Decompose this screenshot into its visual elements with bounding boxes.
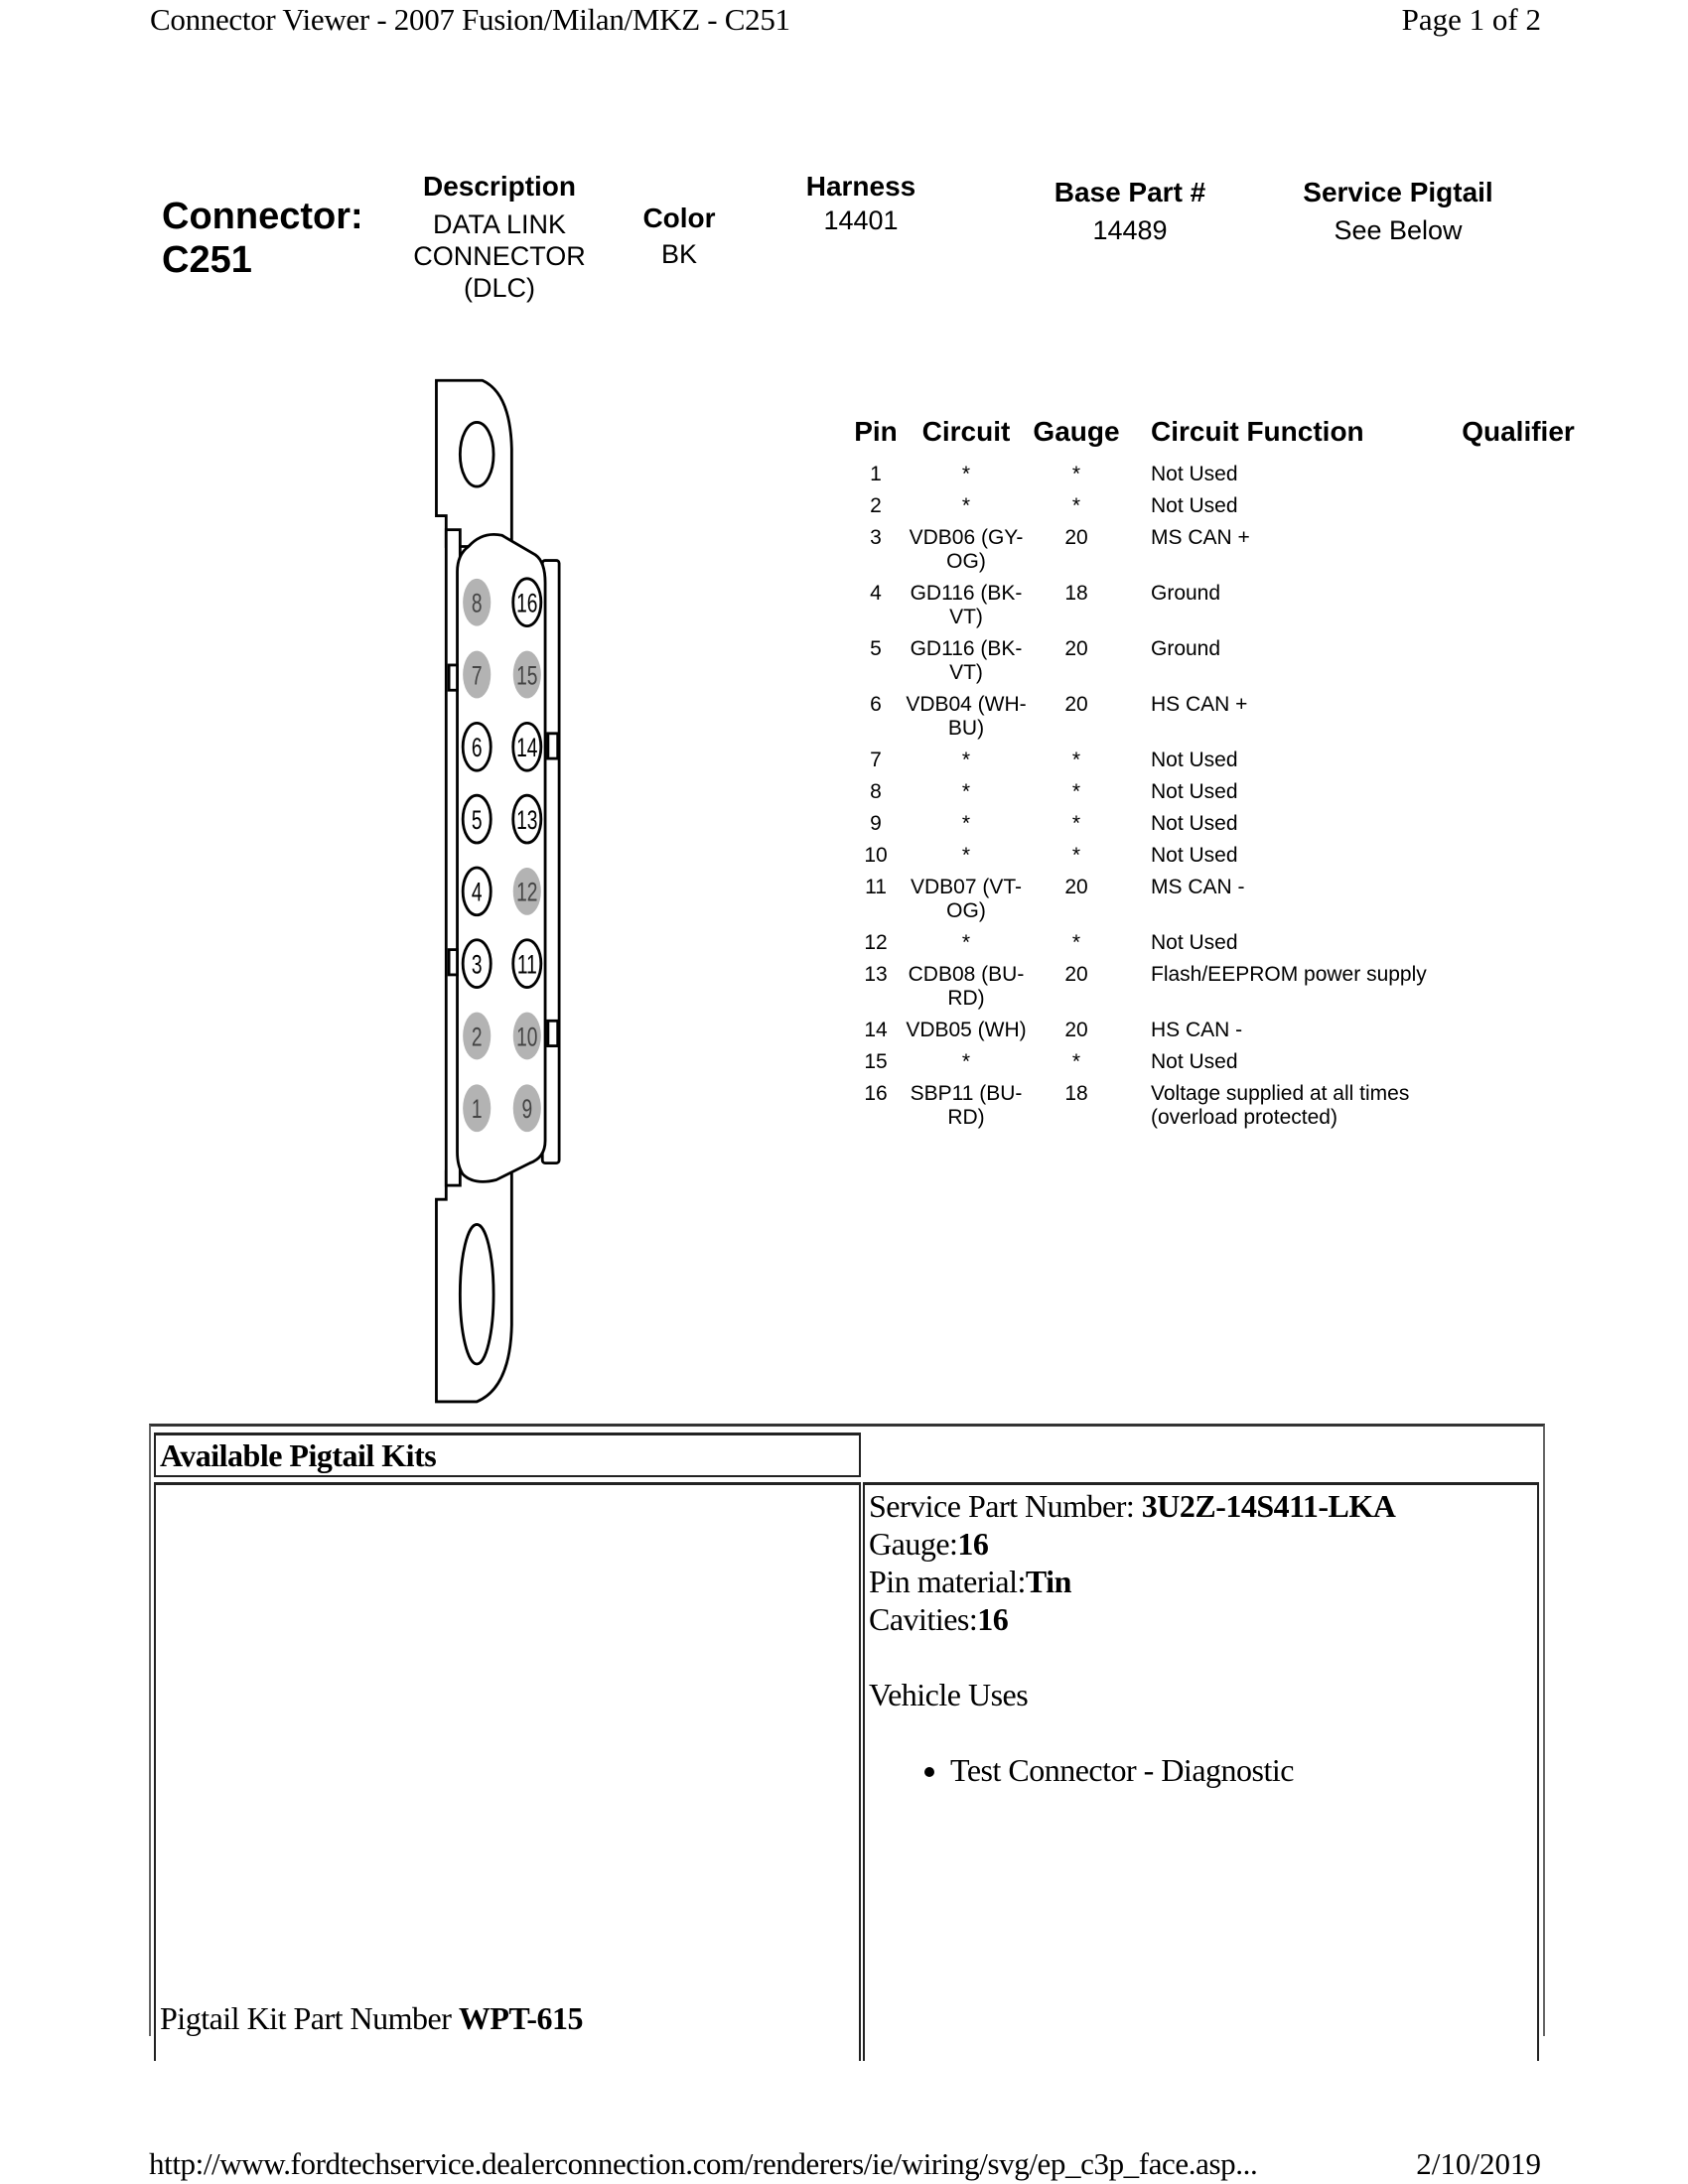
- pin-number: 15: [864, 1050, 888, 1073]
- pigtail-section: [149, 1424, 1545, 2036]
- pin-cavity-6: [463, 723, 491, 770]
- connector-label: Connector:: [162, 196, 363, 237]
- qualifier: [1439, 1078, 1598, 1134]
- service-part-value: 3U2Z-14S411-LKA: [1141, 1488, 1396, 1524]
- base-part-column: [1031, 177, 1229, 246]
- pigtail-heading-cell: [154, 1433, 861, 1477]
- pin-cavity-3: [463, 940, 491, 988]
- pin-row: [849, 927, 1598, 959]
- circuit: VDB07 (VT-OG): [910, 876, 1023, 922]
- service-pigtail-label: Service Pigtail: [1303, 177, 1493, 207]
- pin-cavity-7: [463, 651, 491, 699]
- circuit: *: [961, 812, 971, 835]
- circuit: *: [961, 749, 971, 771]
- circuit-function: HS CAN +: [1151, 693, 1248, 716]
- color-column: [620, 203, 739, 270]
- header-circuit: Circuit: [921, 416, 1011, 447]
- circuit-function: Not Used: [1151, 844, 1238, 867]
- pin-cavity-10: [513, 1013, 541, 1060]
- qualifier: [1439, 633, 1598, 689]
- pin-number-label: 9: [521, 1093, 533, 1124]
- qualifier: [1439, 872, 1598, 927]
- pin-cavity-2: [463, 1013, 491, 1060]
- pin-row: [849, 808, 1598, 840]
- qualifier: [1439, 1015, 1598, 1046]
- pigtail-kit-part-number: [160, 1999, 583, 2037]
- qualifier: [1439, 745, 1598, 776]
- qualifier: [1439, 840, 1598, 872]
- pin-row: [849, 633, 1598, 689]
- circuit-function: Voltage supplied at all times (overload protected): [1151, 1082, 1410, 1129]
- service-part-details: [865, 1485, 1537, 1789]
- service-part-label: Service Part Number:: [869, 1488, 1142, 1524]
- qualifier: [1439, 808, 1598, 840]
- pin-row: [849, 1078, 1598, 1134]
- pin-row: [849, 840, 1598, 872]
- harness-column: [781, 171, 940, 236]
- pin-row: [849, 522, 1598, 578]
- service-part-cell: [863, 1482, 1539, 2061]
- connector-id: C251: [162, 239, 252, 281]
- pin-number-label: 7: [471, 660, 483, 691]
- pin-row: [849, 578, 1598, 633]
- gauge-line: [869, 1525, 1537, 1563]
- vehicle-uses-label: Vehicle Uses: [869, 1677, 1029, 1712]
- pin-row: [849, 689, 1598, 745]
- cavities-value: 16: [977, 1601, 1009, 1637]
- pigtail-kit-cell: [154, 1482, 861, 2061]
- harness-value: 14401: [823, 205, 899, 235]
- pin-cavity-8: [463, 579, 491, 626]
- pin-number: 11: [865, 876, 887, 898]
- pin-cavity-13: [513, 795, 541, 843]
- circuit-function: MS CAN +: [1151, 526, 1250, 549]
- pin-number-label: 2: [471, 1022, 483, 1052]
- pin-material-label: Pin material:: [869, 1564, 1026, 1599]
- pin-cavity-9: [513, 1084, 541, 1132]
- gauge: *: [1071, 780, 1081, 803]
- header-gauge: Gauge: [1033, 416, 1120, 447]
- pin-number-label: 11: [516, 949, 537, 980]
- circuit-function: Not Used: [1151, 463, 1238, 485]
- gauge: *: [1071, 749, 1081, 771]
- circuit-function: Not Used: [1151, 812, 1238, 835]
- circuit: GD116 (BK-VT): [910, 637, 1023, 684]
- circuit: VDB06 (GY-OG): [909, 526, 1024, 573]
- cavities-label: Cavities:: [869, 1601, 978, 1637]
- gauge: *: [1071, 844, 1081, 867]
- circuit-function: Not Used: [1151, 494, 1238, 517]
- qualifier: [1439, 927, 1598, 959]
- gauge: 20: [1064, 693, 1088, 716]
- pin-cavity-4: [463, 868, 491, 915]
- gauge: 20: [1064, 526, 1088, 549]
- pin-row: [849, 490, 1598, 522]
- pin-number: 1: [870, 463, 882, 485]
- qualifier: [1439, 578, 1598, 633]
- cavities-line: [869, 1600, 1537, 1638]
- pigtail-heading: Available Pigtail Kits: [160, 1437, 437, 1473]
- pin-number: 9: [870, 812, 882, 835]
- pin-cavity-14: [513, 723, 541, 770]
- circuit-function: MS CAN -: [1151, 876, 1245, 898]
- circuit: VDB04 (WH-BU): [906, 693, 1027, 740]
- circuit: GD116 (BK-VT): [910, 582, 1023, 628]
- pin-number-label: 13: [516, 804, 538, 835]
- pin-row: [849, 776, 1598, 808]
- gauge: 20: [1064, 876, 1088, 898]
- header-circuit-function: Circuit Function: [1151, 416, 1364, 447]
- pin-cavity-15: [513, 651, 541, 699]
- pin-number: 8: [870, 780, 882, 803]
- qualifier: [1439, 522, 1598, 578]
- top-mounting-hole: [460, 422, 493, 486]
- description-value: DATA LINK CONNECTOR (DLC): [413, 209, 586, 303]
- description-label: Description: [422, 171, 577, 202]
- pin-number-label: 12: [516, 877, 538, 907]
- kit-label: Pigtail Kit Part Number: [160, 2000, 459, 2036]
- pin-number-label: 16: [516, 588, 538, 618]
- service-pigtail-value: See Below: [1334, 215, 1463, 245]
- pin-row: [849, 1046, 1598, 1078]
- circuit-function: Flash/EEPROM power supply: [1151, 963, 1427, 986]
- qualifier: [1439, 1046, 1598, 1078]
- pin-number: 12: [864, 931, 888, 954]
- pin-row: [849, 459, 1598, 490]
- pin-material-line: [869, 1563, 1537, 1600]
- latch-notch: [449, 950, 457, 975]
- circuit: *: [961, 844, 971, 867]
- gauge-label: Gauge:: [869, 1526, 958, 1562]
- pin-cavity-12: [513, 868, 541, 915]
- qualifier: [1439, 490, 1598, 522]
- circuit-function: Ground: [1151, 582, 1221, 605]
- circuit-function: Not Used: [1151, 1050, 1238, 1073]
- footer-date: 2/10/2019: [1416, 2146, 1541, 2181]
- gauge: 18: [1064, 1082, 1088, 1105]
- circuit-function: HS CAN -: [1151, 1019, 1243, 1041]
- pin-cavity-16: [513, 579, 541, 626]
- circuit: VDB05 (WH): [906, 1019, 1027, 1041]
- pin-table-header: [849, 415, 1598, 459]
- gauge: 18: [1064, 582, 1088, 605]
- pin-number-label: 5: [471, 804, 483, 835]
- pin-number-label: 10: [516, 1022, 538, 1052]
- pin-cavity-1: [463, 1084, 491, 1132]
- pin-number-label: 4: [471, 877, 483, 907]
- kit-number: WPT-615: [458, 2000, 583, 2036]
- pin-row: [849, 1015, 1598, 1046]
- qualifier: [1439, 959, 1598, 1015]
- pin-number: 10: [864, 844, 888, 867]
- color-value: BK: [660, 239, 698, 269]
- pin-row: [849, 745, 1598, 776]
- circuit: *: [961, 463, 971, 485]
- description-column: [390, 171, 609, 304]
- vehicle-uses-list: [869, 1751, 1537, 1789]
- pin-number: 4: [870, 582, 882, 605]
- pin-cavity-11: [513, 940, 541, 988]
- circuit: *: [961, 1050, 971, 1073]
- pin-number: 7: [870, 749, 882, 771]
- pin-row: [849, 872, 1598, 927]
- header-qualifier: Qualifier: [1462, 416, 1575, 447]
- circuit: CDB08 (BU-RD): [908, 963, 1025, 1010]
- latch-notch: [548, 1021, 558, 1045]
- pin-number-label: 1: [471, 1093, 483, 1124]
- document-title: Connector Viewer - 2007 Fusion/Milan/MKZ - C251: [150, 2, 790, 37]
- gauge-value: 16: [957, 1526, 989, 1562]
- pin-number: 3: [870, 526, 882, 549]
- circuit-function: Not Used: [1151, 931, 1238, 954]
- pin-number-label: 14: [516, 733, 538, 762]
- pin-number-label: 15: [516, 660, 538, 691]
- latch-notch: [449, 665, 457, 690]
- qualifier: [1439, 459, 1598, 490]
- bottom-mounting-hole: [460, 1224, 493, 1364]
- page-number: Page 1 of 2: [1401, 2, 1541, 37]
- connector-body: [458, 534, 546, 1181]
- circuit-function: Ground: [1151, 637, 1221, 660]
- gauge: *: [1071, 931, 1081, 954]
- pin-row: [849, 959, 1598, 1015]
- pin-number: 5: [870, 637, 882, 660]
- header-pin: Pin: [854, 416, 898, 447]
- gauge: 20: [1064, 963, 1088, 986]
- pin-number-label: 6: [471, 733, 483, 762]
- harness-label: Harness: [805, 171, 916, 202]
- pin-table: [849, 415, 1598, 1134]
- circuit-function: Not Used: [1151, 749, 1238, 771]
- gauge: *: [1071, 1050, 1081, 1073]
- circuit: *: [961, 780, 971, 803]
- connector-face-diagram: [418, 362, 586, 1423]
- latch-notch: [548, 734, 558, 758]
- gauge: *: [1071, 494, 1081, 517]
- pin-number-label: 3: [471, 949, 483, 980]
- pin-number: 16: [864, 1082, 888, 1105]
- pin-cavity-5: [463, 795, 491, 843]
- pin-number: 13: [864, 963, 888, 986]
- service-part-number: [869, 1487, 1537, 1525]
- circuit: *: [961, 494, 971, 517]
- base-part-value: 14489: [1092, 215, 1168, 245]
- pin-number: 14: [864, 1019, 888, 1041]
- circuit-function: Not Used: [1151, 780, 1238, 803]
- pin-number: 6: [870, 693, 882, 716]
- service-pigtail-column: [1279, 177, 1517, 246]
- pin-number: 2: [870, 494, 882, 517]
- gauge: *: [1071, 812, 1081, 835]
- gauge: *: [1071, 463, 1081, 485]
- gauge: 20: [1064, 637, 1088, 660]
- gauge: 20: [1064, 1019, 1088, 1041]
- qualifier: [1439, 776, 1598, 808]
- footer-url: http://www.fordtechservice.dealerconnection.com/renderers/ie/wiring/svg/ep_c3p_face.asp...: [149, 2146, 1258, 2181]
- circuit: *: [961, 931, 971, 954]
- pin-number-label: 8: [471, 588, 483, 618]
- base-part-label: Base Part #: [1054, 177, 1206, 207]
- color-label: Color: [642, 203, 716, 233]
- qualifier: [1439, 689, 1598, 745]
- vehicle-use-item: • Test Connector - Diagnostic: [950, 1751, 1537, 1789]
- pin-material-value: Tin: [1025, 1564, 1071, 1599]
- connector-heading: [162, 195, 363, 282]
- circuit: SBP11 (BU-RD): [910, 1082, 1023, 1129]
